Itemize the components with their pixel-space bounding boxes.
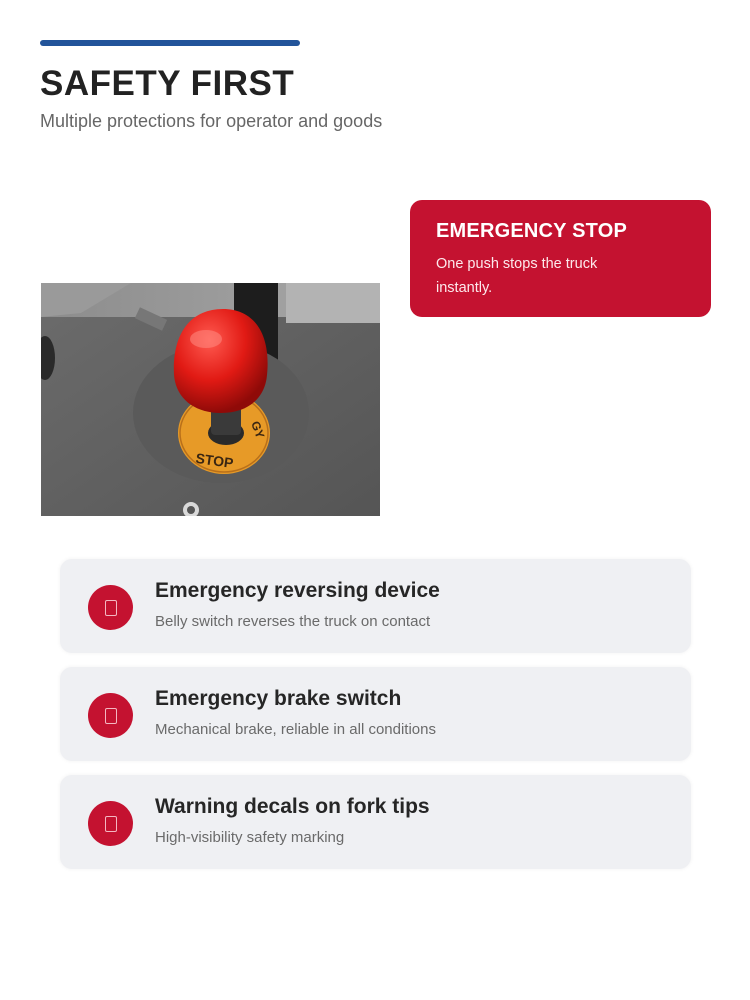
- feature-card-warning-decals: [60, 775, 691, 869]
- emergency-stop-photo: [41, 283, 380, 516]
- feature-card-brake-switch: [60, 667, 691, 761]
- feature-title: Warning decals on fork tips: [155, 795, 430, 818]
- safety-icon: [88, 801, 133, 846]
- feature-title: Emergency reversing device: [155, 579, 440, 602]
- ring-text-top: GY: [248, 419, 268, 441]
- feature-list: [60, 559, 691, 883]
- feature-text: High-visibility safety marking: [155, 829, 345, 846]
- emergency-stop-callout: [410, 200, 711, 317]
- feature-text: Mechanical brake, reliable in all conditions: [155, 721, 436, 738]
- callout-text: One push stops the truck instantly.: [436, 256, 598, 296]
- ring-text-bottom: STOP: [194, 449, 235, 472]
- safety-icon: [88, 585, 133, 630]
- emergency-stop-illustration: [41, 283, 380, 516]
- feature-text: Belly switch reverses the truck on contact: [155, 613, 431, 630]
- accent-bar: [40, 40, 300, 46]
- page-title: SAFETY FIRST: [40, 64, 295, 103]
- feature-title: Emergency brake switch: [155, 687, 402, 710]
- page-subtitle: Multiple protections for operator and goods: [40, 111, 383, 131]
- feature-card-reversing-device: [60, 559, 691, 653]
- callout-title: EMERGENCY STOP: [436, 220, 627, 242]
- safety-icon: [88, 693, 133, 738]
